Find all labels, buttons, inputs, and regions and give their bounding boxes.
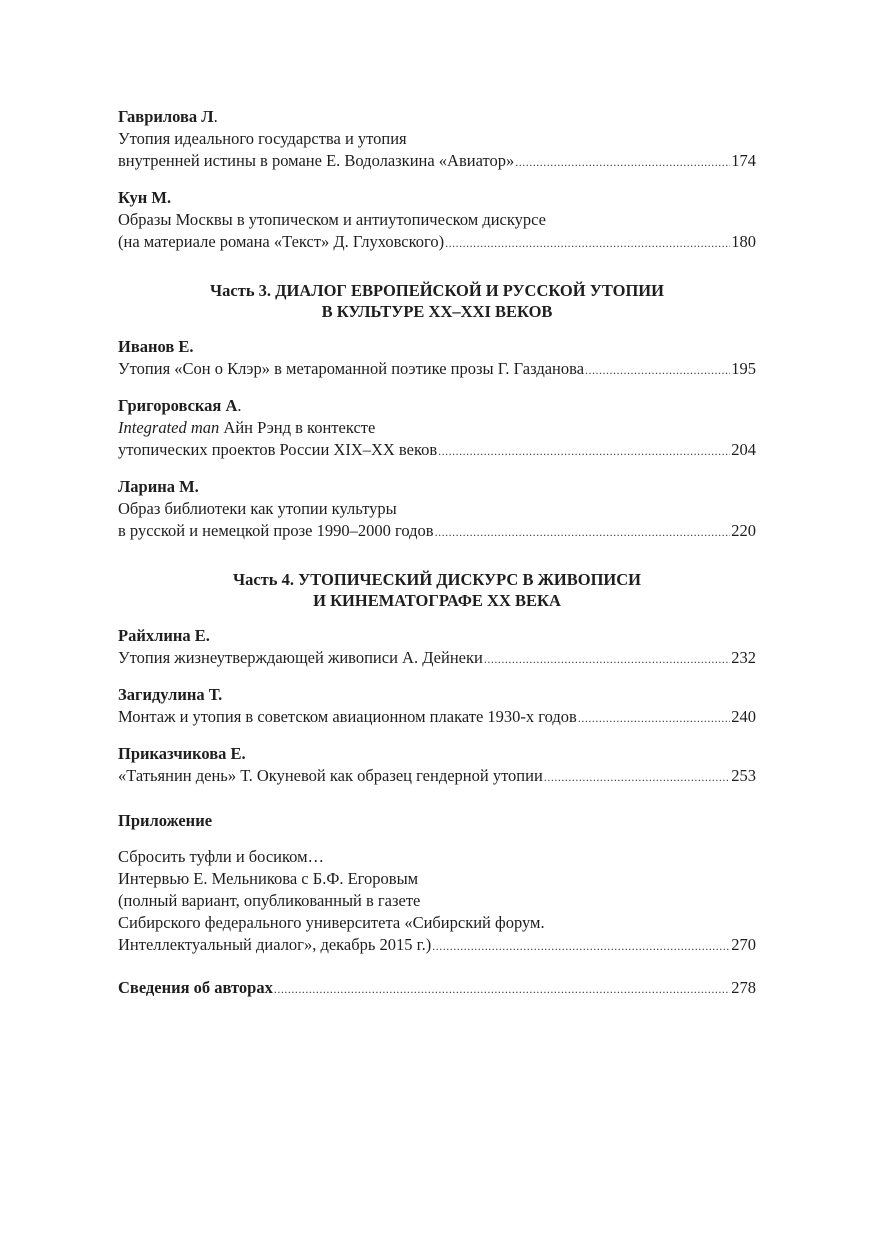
dot-leader xyxy=(544,766,730,788)
entry-title-text: «Татьянин день» Т. Окуневой как образец гендерной утопии xyxy=(118,766,543,785)
toc-entry-appendix xyxy=(118,846,756,957)
entry-title-text: Монтаж и утопия в советском авиационном плакате 1930-х годов xyxy=(118,707,577,726)
page-number: 174 xyxy=(731,151,756,170)
page-number: 270 xyxy=(731,935,756,954)
toc-entry-kun xyxy=(118,187,756,254)
entry-title-last-line xyxy=(118,358,756,381)
entry-title-text: Утопия «Сон о Клэр» в метароманной поэтике прозы Г. Газданова xyxy=(118,359,585,378)
toc-entry-zagidulina xyxy=(118,684,756,729)
section-heading-part3 xyxy=(118,280,756,322)
toc-entry-prikazchikova xyxy=(118,743,756,788)
entry-author: Иванов Е. xyxy=(118,337,194,356)
entry-title-last-line xyxy=(118,706,756,729)
page-number: 195 xyxy=(731,359,756,378)
page-number: 204 xyxy=(731,440,756,459)
page-number: 240 xyxy=(731,707,756,726)
page-number: 278 xyxy=(731,978,756,997)
dot-leader xyxy=(578,707,730,729)
entry-author: Райхлина Е. xyxy=(118,626,210,645)
section-heading-line1: Часть 3. ДИАЛОГ ЕВРОПЕЙСКОЙ И РУССКОЙ УТОПИИ xyxy=(210,281,664,300)
section-heading-line1: Часть 4. УТОПИЧЕСКИЙ ДИСКУРС В ЖИВОПИСИ xyxy=(232,570,642,589)
section-heading-line2: В КУЛЬТУРЕ XX–XXI ВЕКОВ xyxy=(321,302,553,321)
toc-entry-gavrilova xyxy=(118,106,756,173)
toc-entry-grigorovskaya xyxy=(118,395,756,462)
toc-entry-ivanov xyxy=(118,336,756,381)
entry-title-text: Сведения об авторах xyxy=(118,978,273,997)
entry-author: Гаврилова Л xyxy=(118,107,214,126)
section-heading-part4 xyxy=(118,569,756,611)
dot-leader xyxy=(438,440,730,462)
entry-title-last-line xyxy=(118,520,756,543)
dot-leader xyxy=(445,232,730,254)
entry-title-text: в русской и немецкой прозе 1990–2000 годов xyxy=(118,521,434,540)
toc-entry-larina xyxy=(118,476,756,543)
section-heading-line2: И КИНЕМАТОГРАФЕ XX ВЕКА xyxy=(313,591,561,610)
entry-title-line: Интервью Е. Мельникова с Б.Ф. Егоровым xyxy=(118,869,419,888)
appendix-heading: Приложение xyxy=(118,811,213,830)
table-of-contents xyxy=(118,106,756,1000)
page-number: 253 xyxy=(731,766,756,785)
entry-title-text: Интеллектуальный диалог», декабрь 2015 г.) xyxy=(118,935,432,954)
dot-leader xyxy=(274,978,730,1000)
entry-title-italic: Integrated man xyxy=(118,418,220,437)
dot-leader xyxy=(432,935,730,957)
entry-title-line: Образ библиотеки как утопии культуры xyxy=(118,499,397,518)
page-number: 180 xyxy=(731,232,756,251)
entry-title-text: Утопия жизнеутверждающей живописи А. Дейнеки xyxy=(118,648,483,667)
entry-title-line: Утопия идеального государства и утопия xyxy=(118,129,407,148)
entry-author: Григоровская А xyxy=(118,396,238,415)
entry-author: Ларина М. xyxy=(118,477,199,496)
entry-title-text: внутренней истины в романе Е. Водолазкина «Авиатор» xyxy=(118,151,515,170)
entry-title-line: Сибирского федерального университета «Сибирский форум. xyxy=(118,913,545,932)
entry-author: Загидулина Т. xyxy=(118,685,223,704)
entry-title-last-line xyxy=(118,150,756,173)
entry-title-line: (полный вариант, опубликованный в газете xyxy=(118,891,421,910)
entry-title-last-line xyxy=(118,439,756,462)
dot-leader xyxy=(515,151,730,173)
entry-author-suffix: . xyxy=(213,107,218,126)
dot-leader xyxy=(435,521,731,543)
entry-title-line: Образы Москвы в утопическом и антиутопическом дискурсе xyxy=(118,210,547,229)
entry-title-rest: Айн Рэнд в контексте xyxy=(219,418,376,437)
entry-title-last-line xyxy=(118,231,756,254)
entry-author-suffix: . xyxy=(237,396,242,415)
entry-title-last-line xyxy=(118,765,756,788)
entry-author: Приказчикова Е. xyxy=(118,744,246,763)
entry-author: Кун М. xyxy=(118,188,172,207)
page-number: 220 xyxy=(731,521,756,540)
entry-title-last-line xyxy=(118,934,756,957)
dot-leader xyxy=(585,359,730,381)
toc-entry-raikhlina xyxy=(118,625,756,670)
toc-entry-authors-info xyxy=(118,977,756,1000)
entry-title-line: Сбросить туфли и босиком… xyxy=(118,847,325,866)
entry-title-text: (на материале романа «Текст» Д. Глуховского) xyxy=(118,232,445,251)
entry-title-last-line xyxy=(118,647,756,670)
page-number: 232 xyxy=(731,648,756,667)
entry-title-line xyxy=(118,417,756,439)
entry-title-text: утопических проектов России XIX–XX веков xyxy=(118,440,438,459)
dot-leader xyxy=(484,648,730,670)
